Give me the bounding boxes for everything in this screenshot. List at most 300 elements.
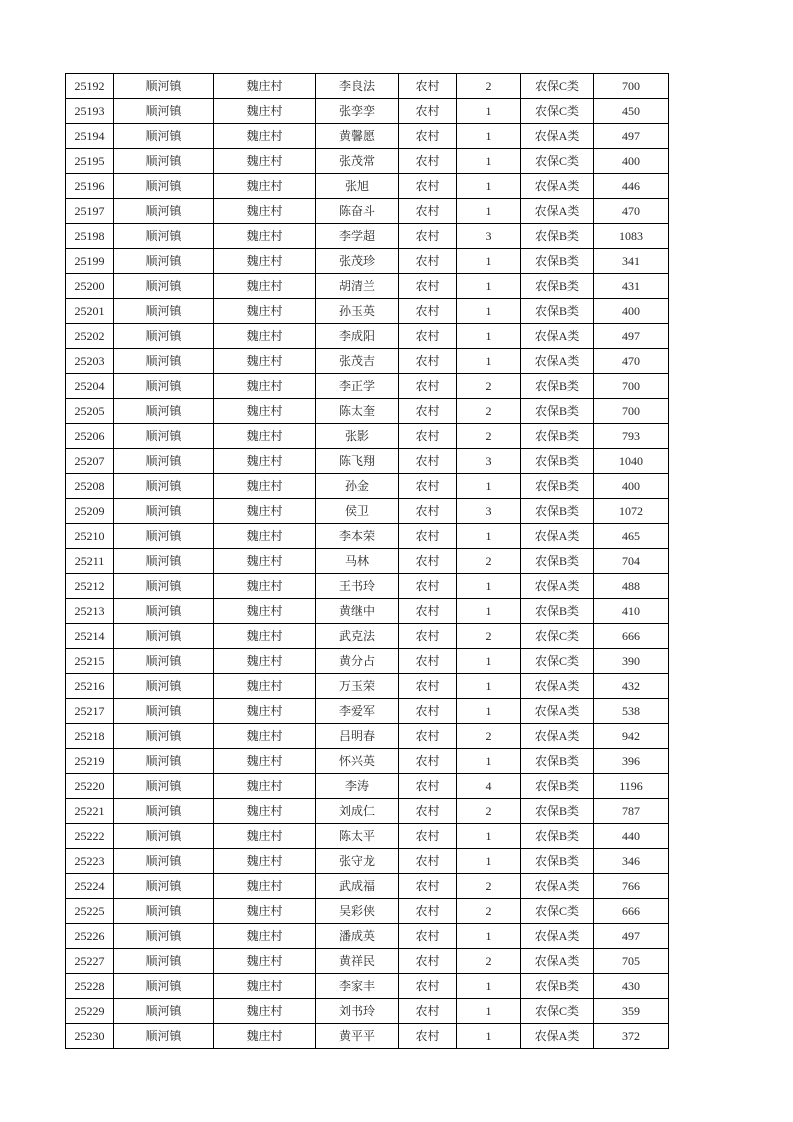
person-count-cell: 2 [457,624,521,649]
insurance-category-cell: 农保B类 [521,224,594,249]
record-id-cell: 25212 [66,574,114,599]
residence-type-cell: 农村 [399,424,457,449]
amount-cell: 400 [594,474,669,499]
insurance-category-cell: 农保B类 [521,374,594,399]
record-id-cell: 25220 [66,774,114,799]
insurance-category-cell: 农保A类 [521,724,594,749]
residence-type-cell: 农村 [399,624,457,649]
insurance-category-cell: 农保C类 [521,624,594,649]
records-table-body [66,74,669,1049]
amount-cell: 390 [594,649,669,674]
amount-cell: 666 [594,624,669,649]
person-name-cell: 李本荣 [316,524,399,549]
village-cell: 魏庄村 [214,74,316,99]
amount-cell: 1196 [594,774,669,799]
residence-type-cell: 农村 [399,699,457,724]
amount-cell: 766 [594,874,669,899]
person-count-cell: 3 [457,499,521,524]
amount-cell: 341 [594,249,669,274]
record-id-cell: 25229 [66,999,114,1024]
insurance-category-cell: 农保A类 [521,949,594,974]
person-name-cell: 李正学 [316,374,399,399]
person-name-cell: 黄祥民 [316,949,399,974]
record-id-cell: 25221 [66,799,114,824]
amount-cell: 450 [594,99,669,124]
village-cell: 魏庄村 [214,349,316,374]
person-count-cell: 1 [457,324,521,349]
insurance-category-cell: 农保A类 [521,524,594,549]
insurance-category-cell: 农保B类 [521,399,594,424]
person-name-cell: 吴彩侠 [316,899,399,924]
person-count-cell: 2 [457,374,521,399]
record-id-cell: 25206 [66,424,114,449]
person-name-cell: 李成阳 [316,324,399,349]
insurance-category-cell: 农保B类 [521,274,594,299]
amount-cell: 488 [594,574,669,599]
table-row [66,899,669,924]
village-cell: 魏庄村 [214,924,316,949]
village-cell: 魏庄村 [214,449,316,474]
town-cell: 顺河镇 [114,999,214,1024]
insurance-category-cell: 农保A类 [521,924,594,949]
person-count-cell: 2 [457,874,521,899]
records-table [65,73,669,1049]
person-count-cell: 1 [457,574,521,599]
person-count-cell: 1 [457,649,521,674]
table-row [66,349,669,374]
amount-cell: 410 [594,599,669,624]
table-row [66,274,669,299]
amount-cell: 700 [594,374,669,399]
record-id-cell: 25222 [66,824,114,849]
town-cell: 顺河镇 [114,524,214,549]
record-id-cell: 25227 [66,949,114,974]
residence-type-cell: 农村 [399,199,457,224]
town-cell: 顺河镇 [114,624,214,649]
residence-type-cell: 农村 [399,74,457,99]
residence-type-cell: 农村 [399,99,457,124]
person-name-cell: 李爱军 [316,699,399,724]
person-name-cell: 侯卫 [316,499,399,524]
record-id-cell: 25210 [66,524,114,549]
table-row [66,524,669,549]
insurance-category-cell: 农保A类 [521,124,594,149]
insurance-category-cell: 农保B类 [521,424,594,449]
village-cell: 魏庄村 [214,274,316,299]
amount-cell: 793 [594,424,669,449]
town-cell: 顺河镇 [114,374,214,399]
town-cell: 顺河镇 [114,699,214,724]
town-cell: 顺河镇 [114,99,214,124]
table-row [66,649,669,674]
residence-type-cell: 农村 [399,649,457,674]
table-row [66,199,669,224]
amount-cell: 396 [594,749,669,774]
person-name-cell: 王书玲 [316,574,399,599]
record-id-cell: 25213 [66,599,114,624]
town-cell: 顺河镇 [114,674,214,699]
residence-type-cell: 农村 [399,449,457,474]
town-cell: 顺河镇 [114,724,214,749]
town-cell: 顺河镇 [114,599,214,624]
person-name-cell: 张旭 [316,174,399,199]
table-row [66,74,669,99]
village-cell: 魏庄村 [214,874,316,899]
town-cell: 顺河镇 [114,1024,214,1049]
table-row [66,1024,669,1049]
record-id-cell: 25192 [66,74,114,99]
town-cell: 顺河镇 [114,899,214,924]
person-name-cell: 李涛 [316,774,399,799]
insurance-category-cell: 农保C类 [521,999,594,1024]
town-cell: 顺河镇 [114,249,214,274]
person-count-cell: 1 [457,1024,521,1049]
residence-type-cell: 农村 [399,549,457,574]
village-cell: 魏庄村 [214,974,316,999]
table-row [66,224,669,249]
amount-cell: 372 [594,1024,669,1049]
table-row [66,924,669,949]
village-cell: 魏庄村 [214,424,316,449]
town-cell: 顺河镇 [114,149,214,174]
village-cell: 魏庄村 [214,949,316,974]
insurance-category-cell: 农保B类 [521,599,594,624]
town-cell: 顺河镇 [114,124,214,149]
amount-cell: 470 [594,349,669,374]
person-count-cell: 1 [457,299,521,324]
village-cell: 魏庄村 [214,799,316,824]
town-cell: 顺河镇 [114,199,214,224]
insurance-category-cell: 农保B类 [521,474,594,499]
village-cell: 魏庄村 [214,899,316,924]
table-row [66,699,669,724]
amount-cell: 470 [594,199,669,224]
record-id-cell: 25224 [66,874,114,899]
insurance-category-cell: 农保B类 [521,749,594,774]
table-row [66,99,669,124]
town-cell: 顺河镇 [114,849,214,874]
table-row [66,299,669,324]
insurance-category-cell: 农保A类 [521,874,594,899]
person-name-cell: 张茂吉 [316,349,399,374]
insurance-category-cell: 农保A类 [521,674,594,699]
person-count-cell: 1 [457,674,521,699]
insurance-category-cell: 农保B类 [521,499,594,524]
amount-cell: 440 [594,824,669,849]
amount-cell: 704 [594,549,669,574]
village-cell: 魏庄村 [214,724,316,749]
person-count-cell: 2 [457,549,521,574]
record-id-cell: 25194 [66,124,114,149]
person-name-cell: 张茂珍 [316,249,399,274]
record-id-cell: 25209 [66,499,114,524]
insurance-category-cell: 农保C类 [521,899,594,924]
person-count-cell: 1 [457,824,521,849]
record-id-cell: 25208 [66,474,114,499]
record-id-cell: 25193 [66,99,114,124]
amount-cell: 700 [594,74,669,99]
residence-type-cell: 农村 [399,924,457,949]
person-name-cell: 黄分占 [316,649,399,674]
residence-type-cell: 农村 [399,524,457,549]
residence-type-cell: 农村 [399,599,457,624]
person-name-cell: 黄馨愿 [316,124,399,149]
record-id-cell: 25225 [66,899,114,924]
table-row [66,324,669,349]
record-id-cell: 25200 [66,274,114,299]
insurance-category-cell: 农保A类 [521,574,594,599]
village-cell: 魏庄村 [214,249,316,274]
insurance-category-cell: 农保C类 [521,149,594,174]
person-count-cell: 2 [457,74,521,99]
village-cell: 魏庄村 [214,1024,316,1049]
person-name-cell: 黄继中 [316,599,399,624]
person-count-cell: 1 [457,599,521,624]
person-name-cell: 刘成仁 [316,799,399,824]
residence-type-cell: 农村 [399,724,457,749]
insurance-category-cell: 农保C类 [521,99,594,124]
amount-cell: 497 [594,324,669,349]
insurance-category-cell: 农保A类 [521,174,594,199]
person-name-cell: 孙玉英 [316,299,399,324]
person-name-cell: 李良法 [316,74,399,99]
insurance-category-cell: 农保B类 [521,774,594,799]
residence-type-cell: 农村 [399,249,457,274]
table-row [66,749,669,774]
town-cell: 顺河镇 [114,974,214,999]
person-count-cell: 1 [457,974,521,999]
residence-type-cell: 农村 [399,974,457,999]
residence-type-cell: 农村 [399,124,457,149]
residence-type-cell: 农村 [399,774,457,799]
record-id-cell: 25204 [66,374,114,399]
amount-cell: 538 [594,699,669,724]
amount-cell: 700 [594,399,669,424]
residence-type-cell: 农村 [399,174,457,199]
residence-type-cell: 农村 [399,849,457,874]
person-count-cell: 2 [457,799,521,824]
town-cell: 顺河镇 [114,449,214,474]
record-id-cell: 25228 [66,974,114,999]
table-row [66,674,669,699]
person-name-cell: 孙金 [316,474,399,499]
person-count-cell: 1 [457,174,521,199]
table-row [66,799,669,824]
insurance-category-cell: 农保B类 [521,449,594,474]
person-count-cell: 3 [457,224,521,249]
residence-type-cell: 农村 [399,574,457,599]
person-count-cell: 3 [457,449,521,474]
person-name-cell: 李家丰 [316,974,399,999]
person-count-cell: 1 [457,99,521,124]
person-count-cell: 1 [457,474,521,499]
person-count-cell: 1 [457,524,521,549]
person-name-cell: 李学超 [316,224,399,249]
person-name-cell: 胡清兰 [316,274,399,299]
insurance-category-cell: 农保B类 [521,299,594,324]
person-name-cell: 陈飞翔 [316,449,399,474]
person-name-cell: 潘成英 [316,924,399,949]
village-cell: 魏庄村 [214,299,316,324]
table-row [66,549,669,574]
table-row [66,174,669,199]
residence-type-cell: 农村 [399,399,457,424]
residence-type-cell: 农村 [399,999,457,1024]
record-id-cell: 25207 [66,449,114,474]
record-id-cell: 25218 [66,724,114,749]
person-count-cell: 2 [457,424,521,449]
village-cell: 魏庄村 [214,849,316,874]
village-cell: 魏庄村 [214,324,316,349]
amount-cell: 400 [594,299,669,324]
amount-cell: 430 [594,974,669,999]
person-name-cell: 刘书玲 [316,999,399,1024]
town-cell: 顺河镇 [114,924,214,949]
person-count-cell: 1 [457,749,521,774]
residence-type-cell: 农村 [399,674,457,699]
residence-type-cell: 农村 [399,824,457,849]
town-cell: 顺河镇 [114,399,214,424]
person-name-cell: 黄平平 [316,1024,399,1049]
person-count-cell: 1 [457,999,521,1024]
person-count-cell: 1 [457,699,521,724]
town-cell: 顺河镇 [114,274,214,299]
insurance-category-cell: 农保A类 [521,699,594,724]
person-count-cell: 1 [457,124,521,149]
amount-cell: 432 [594,674,669,699]
insurance-category-cell: 农保B类 [521,249,594,274]
table-row [66,149,669,174]
village-cell: 魏庄村 [214,599,316,624]
person-count-cell: 1 [457,924,521,949]
town-cell: 顺河镇 [114,499,214,524]
town-cell: 顺河镇 [114,474,214,499]
person-count-cell: 1 [457,274,521,299]
insurance-category-cell: 农保A类 [521,1024,594,1049]
person-name-cell: 武成福 [316,874,399,899]
person-name-cell: 马林 [316,549,399,574]
record-id-cell: 25202 [66,324,114,349]
town-cell: 顺河镇 [114,649,214,674]
person-name-cell: 张守龙 [316,849,399,874]
town-cell: 顺河镇 [114,224,214,249]
person-name-cell: 张影 [316,424,399,449]
insurance-category-cell: 农保B类 [521,799,594,824]
residence-type-cell: 农村 [399,949,457,974]
record-id-cell: 25215 [66,649,114,674]
record-id-cell: 25211 [66,549,114,574]
residence-type-cell: 农村 [399,1024,457,1049]
town-cell: 顺河镇 [114,174,214,199]
record-id-cell: 25196 [66,174,114,199]
person-name-cell: 陈奋斗 [316,199,399,224]
insurance-category-cell: 农保C类 [521,74,594,99]
person-count-cell: 2 [457,399,521,424]
person-name-cell: 张孪孪 [316,99,399,124]
amount-cell: 1083 [594,224,669,249]
person-count-cell: 2 [457,949,521,974]
table-row [66,774,669,799]
residence-type-cell: 农村 [399,274,457,299]
village-cell: 魏庄村 [214,624,316,649]
residence-type-cell: 农村 [399,374,457,399]
village-cell: 魏庄村 [214,824,316,849]
town-cell: 顺河镇 [114,299,214,324]
village-cell: 魏庄村 [214,174,316,199]
residence-type-cell: 农村 [399,899,457,924]
insurance-category-cell: 农保A类 [521,349,594,374]
village-cell: 魏庄村 [214,199,316,224]
amount-cell: 359 [594,999,669,1024]
village-cell: 魏庄村 [214,774,316,799]
town-cell: 顺河镇 [114,574,214,599]
record-id-cell: 25198 [66,224,114,249]
insurance-category-cell: 农保B类 [521,974,594,999]
town-cell: 顺河镇 [114,749,214,774]
village-cell: 魏庄村 [214,399,316,424]
table-row [66,874,669,899]
village-cell: 魏庄村 [214,374,316,399]
record-id-cell: 25226 [66,924,114,949]
table-row [66,974,669,999]
residence-type-cell: 农村 [399,149,457,174]
person-name-cell: 陈太平 [316,824,399,849]
town-cell: 顺河镇 [114,424,214,449]
village-cell: 魏庄村 [214,99,316,124]
amount-cell: 465 [594,524,669,549]
amount-cell: 446 [594,174,669,199]
insurance-category-cell: 农保B类 [521,549,594,574]
person-name-cell: 怀兴英 [316,749,399,774]
village-cell: 魏庄村 [214,149,316,174]
insurance-category-cell: 农保C类 [521,649,594,674]
village-cell: 魏庄村 [214,474,316,499]
table-row [66,499,669,524]
town-cell: 顺河镇 [114,549,214,574]
person-name-cell: 武克法 [316,624,399,649]
table-row [66,724,669,749]
person-count-cell: 1 [457,849,521,874]
amount-cell: 942 [594,724,669,749]
residence-type-cell: 农村 [399,474,457,499]
table-row [66,374,669,399]
residence-type-cell: 农村 [399,324,457,349]
person-name-cell: 陈太奎 [316,399,399,424]
residence-type-cell: 农村 [399,874,457,899]
table-row [66,399,669,424]
village-cell: 魏庄村 [214,224,316,249]
table-row [66,824,669,849]
record-id-cell: 25214 [66,624,114,649]
town-cell: 顺河镇 [114,774,214,799]
insurance-category-cell: 农保B类 [521,849,594,874]
amount-cell: 346 [594,849,669,874]
amount-cell: 431 [594,274,669,299]
residence-type-cell: 农村 [399,349,457,374]
record-id-cell: 25201 [66,299,114,324]
residence-type-cell: 农村 [399,799,457,824]
amount-cell: 666 [594,899,669,924]
village-cell: 魏庄村 [214,674,316,699]
village-cell: 魏庄村 [214,649,316,674]
record-id-cell: 25205 [66,399,114,424]
amount-cell: 497 [594,124,669,149]
amount-cell: 497 [594,924,669,949]
person-count-cell: 2 [457,724,521,749]
person-count-cell: 1 [457,199,521,224]
table-row [66,849,669,874]
amount-cell: 1072 [594,499,669,524]
